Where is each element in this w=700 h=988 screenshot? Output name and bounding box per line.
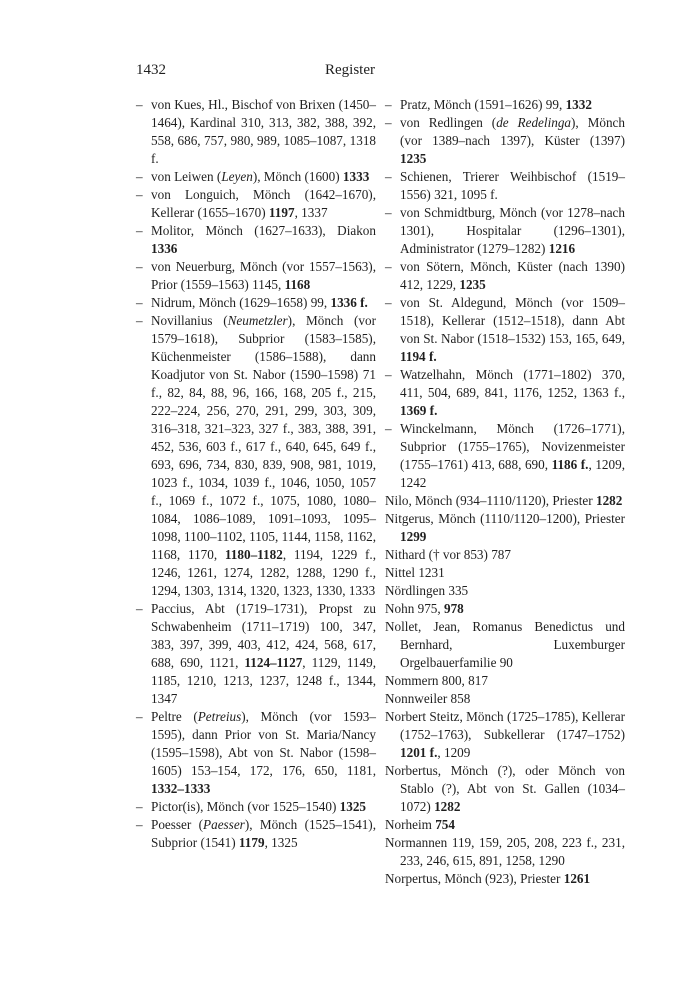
entry-text: Normannen 119, 159, 205, 208, 223 f., 231, 233, 246, 615, 891, 1258, 1290 [385, 835, 625, 868]
bold-reference: 1201 f. [400, 745, 438, 760]
italic-name: de Redelinga [496, 115, 572, 130]
bold-reference: 1186 f. [551, 457, 589, 472]
index-entry [385, 618, 625, 672]
entry-dash: – [136, 169, 143, 184]
entry-text: Novillanius ( [151, 313, 228, 328]
bold-reference: 1261 [563, 871, 591, 886]
entry-text: , 1325 [264, 835, 298, 850]
bold-reference: 1282 [434, 799, 461, 814]
bold-reference: 1168 [284, 277, 311, 292]
entry-text: Nitgerus, Mönch (1110/1120–1200), Priester [385, 511, 625, 526]
entry-text: Molitor, Mönch (1627–1633), Diakon [151, 223, 376, 238]
entry-text: , 1337 [294, 205, 328, 220]
bold-reference: 1332 [565, 97, 592, 112]
index-entry [385, 546, 625, 564]
index-column-left [136, 96, 376, 852]
entry-text: Nonnweiler 858 [385, 691, 471, 706]
index-entry [385, 870, 625, 888]
entry-dash: – [385, 295, 392, 310]
entry-dash: – [136, 313, 143, 328]
entry-text: Nördlingen 335 [385, 583, 469, 598]
index-column-right [385, 96, 625, 888]
index-subentry [136, 96, 376, 168]
index-subentry [385, 258, 625, 294]
index-entry [385, 690, 625, 708]
index-subentry [385, 168, 625, 204]
bold-reference: 1299 [400, 529, 427, 544]
entry-text: Pratz, Mönch (1591–1626) 99, [400, 97, 566, 112]
index-subentry [385, 204, 625, 258]
entry-text: Winckelmann, Mönch (1726–1771), Subprior (1755–1765), Novizenmeister (1755–1761) 413, 688, 690, [400, 421, 625, 472]
index-subentry [385, 366, 625, 420]
italic-name: Petreius [197, 709, 242, 724]
bold-reference: 1235 [400, 151, 427, 166]
bold-reference: 1124–1127 [244, 655, 303, 670]
entry-text: Watzelhahn, Mönch (1771–1802) 370, 411, 504, 689, 841, 1176, 1252, 1363 f., [400, 367, 625, 400]
entry-text: von Schmidtburg, Mönch (vor 1278–nach 1301), Hospitalar (1296–1301), Administrator (1279–1282) [400, 205, 625, 256]
italic-name: Leyen [221, 169, 253, 184]
entry-dash: – [136, 817, 143, 832]
entry-dash: – [136, 97, 143, 112]
entry-text: Nommern 800, 817 [385, 673, 488, 688]
entry-text: von Neuerburg, Mönch (vor 1557–1563), Prior (1559–1563) 1145, [151, 259, 376, 292]
index-subentry [385, 114, 625, 168]
page-number: 1432 [136, 62, 166, 78]
entry-dash: – [385, 367, 392, 382]
entry-text: ), Mönch (1525–1541), Subprior (1541) [151, 817, 376, 850]
entry-text: Schienen, Trierer Weihbischof (1519–1556) 321, 1095 f. [400, 169, 625, 202]
index-subentry [136, 222, 376, 258]
index-subentry [136, 168, 376, 186]
entry-dash: – [136, 709, 143, 724]
index-subentry [136, 600, 376, 708]
entry-text: Norheim [385, 817, 436, 832]
index-entry [385, 816, 625, 834]
entry-text: Poesser ( [151, 817, 204, 832]
bold-reference: 1332–1333 [151, 781, 211, 796]
entry-dash: – [385, 115, 392, 130]
entry-text: Norpertus, Mönch (923), Priester [385, 871, 564, 886]
bold-reference: 1179 [238, 835, 265, 850]
italic-name: Neumetzler [227, 313, 288, 328]
entry-text: Nittel 1231 [385, 565, 445, 580]
entry-text: von Longuich, Mönch (1642–1670), Kellerar (1655–1670) [151, 187, 376, 220]
index-entry [385, 564, 625, 582]
entry-text: , 1194, 1229 f., 1246, 1261, 1274, 1282, 1288, 1290 f., 1294, 1303, 1314, 1320, 1323, 1330, 1333 [151, 547, 376, 598]
entry-text: Nithard († vor 853) 787 [385, 547, 511, 562]
entry-text: Nohn 975, [385, 601, 444, 616]
entry-text: , 1209, 1242 [400, 457, 625, 490]
index-subentry [385, 294, 625, 366]
bold-reference: 1235 [459, 277, 486, 292]
index-subentry [385, 96, 625, 114]
entry-text: Nilo, Mönch (934–1110/1120), Priester [385, 493, 596, 508]
index-subentry [136, 798, 376, 816]
index-entry [385, 510, 625, 546]
entry-dash: – [385, 421, 392, 436]
running-head: Register [325, 62, 375, 78]
bold-reference: 1325 [339, 799, 367, 814]
entry-text: , 1129, 1149, 1185, 1210, 1213, 1237, 1248 f., 1344, 1347 [151, 655, 376, 706]
entry-dash: – [136, 601, 143, 616]
entry-text: Paccius, Abt (1719–1731), Propst zu Schwabenheim (1711–1719) 100, 347, 383, 397, 399, 403, 412, 424, 568, 617, 688, 690, 1121, [151, 601, 376, 670]
bold-reference: 1336 f. [330, 295, 368, 310]
bold-reference: 1180–1182 [224, 547, 283, 562]
entry-text: ), Mönch (vor 1579–1618), Subprior (1583–1585), Küchenmeister (1586–1588), dann Koadjutor von St. Nabor (1590–1598) 71 f., 82, 84, 88, 96, 166, 168, 205 f., 215, 222–224, 256, 270, 291, 299, 303, 309, 316–318, 321–323, 327 f., 383, 388, 391, 452, 536, 603 f., 617 f., 640, 645, 649 f., 693, 696, 734, 830, 839, 908, 981, 1019, 1023 f., 1034, 1039 f., 1046, 1050, 1057 f., 1069 f., 1072 f., 1075, 1080, 1080–1084, 1086–1089, 1091–1093, 1095–1098, 1100–1102, 1105, 1144, 1158, 1162, 1168, 1170, [151, 313, 376, 562]
entry-dash: – [136, 187, 143, 202]
bold-reference: 1333 [342, 169, 370, 184]
index-entry [385, 582, 625, 600]
entry-text: ), Mönch (vor 1593–1595), dann Prior von St. Maria/Nancy (1595–1598), Abt von St. Nabor (1598–1605) 153–154, 172, 176, 650, 1181, [151, 709, 376, 778]
entry-dash: – [136, 295, 143, 310]
index-entry [385, 708, 625, 762]
entry-text: Peltre ( [151, 709, 198, 724]
entry-dash: – [136, 259, 143, 274]
bold-reference: 978 [443, 601, 464, 616]
index-subentry [136, 312, 376, 600]
entry-text: ), Mönch (1600) [252, 169, 343, 184]
entry-text: , 1209 [437, 745, 471, 760]
index-subentry [136, 258, 376, 294]
entry-dash: – [385, 205, 392, 220]
entry-text: von St. Aldegund, Mönch (vor 1509–1518), Kellerar (1512–1518), dann Abt von St. Nabor (1518–1532) 153, 165, 649, [400, 295, 625, 346]
entry-text: von Sötern, Mönch, Küster (nach 1390) 412, 1229, [400, 259, 625, 292]
bold-reference: 754 [435, 817, 455, 832]
entry-text: von Kues, Hl., Bischof von Brixen (1450–1464), Kardinal 310, 313, 382, 388, 392, 558, 686, 757, 980, 989, 1085–1087, 1318 f. [151, 97, 376, 166]
bold-reference: 1282 [595, 493, 623, 508]
entry-text: Nidrum, Mönch (1629–1658) 99, [151, 295, 331, 310]
entry-text: Pictor(is), Mönch (vor 1525–1540) [151, 799, 340, 814]
index-subentry [136, 186, 376, 222]
entry-text: von Redlingen ( [400, 115, 497, 130]
entry-text: Norbert Steitz, Mönch (1725–1785), Kellerar (1752–1763), Subkellerar (1747–1752) [385, 709, 625, 742]
bold-reference: 1197 [268, 205, 295, 220]
entry-dash: – [385, 169, 392, 184]
index-subentry [136, 294, 376, 312]
index-entry [385, 762, 625, 816]
entry-text: ), Mönch (vor 1389–nach 1397), Küster (1397) [400, 115, 625, 148]
entry-text: Nollet, Jean, Romanus Benedictus und Bernhard, Luxemburger Orgelbauerfamilie 90 [385, 619, 625, 670]
index-subentry [385, 420, 625, 492]
index-subentry [136, 708, 376, 798]
bold-reference: 1336 [151, 241, 178, 256]
index-entry [385, 600, 625, 618]
italic-name: Paesser [203, 817, 245, 832]
entry-dash: – [385, 259, 392, 274]
index-subentry [136, 816, 376, 852]
entry-text: von Leiwen ( [151, 169, 222, 184]
index-entry [385, 672, 625, 690]
entry-text: Norbertus, Mönch (?), oder Mönch von Stablo (?), Abt von St. Gallen (1034–1072) [385, 763, 625, 814]
index-entry [385, 492, 625, 510]
bold-reference: 1216 [548, 241, 576, 256]
bold-reference: 1194 f. [400, 349, 437, 364]
entry-dash: – [136, 799, 143, 814]
bold-reference: 1369 f. [400, 403, 438, 418]
entry-dash: – [136, 223, 143, 238]
entry-dash: – [385, 97, 392, 112]
index-entry [385, 834, 625, 870]
